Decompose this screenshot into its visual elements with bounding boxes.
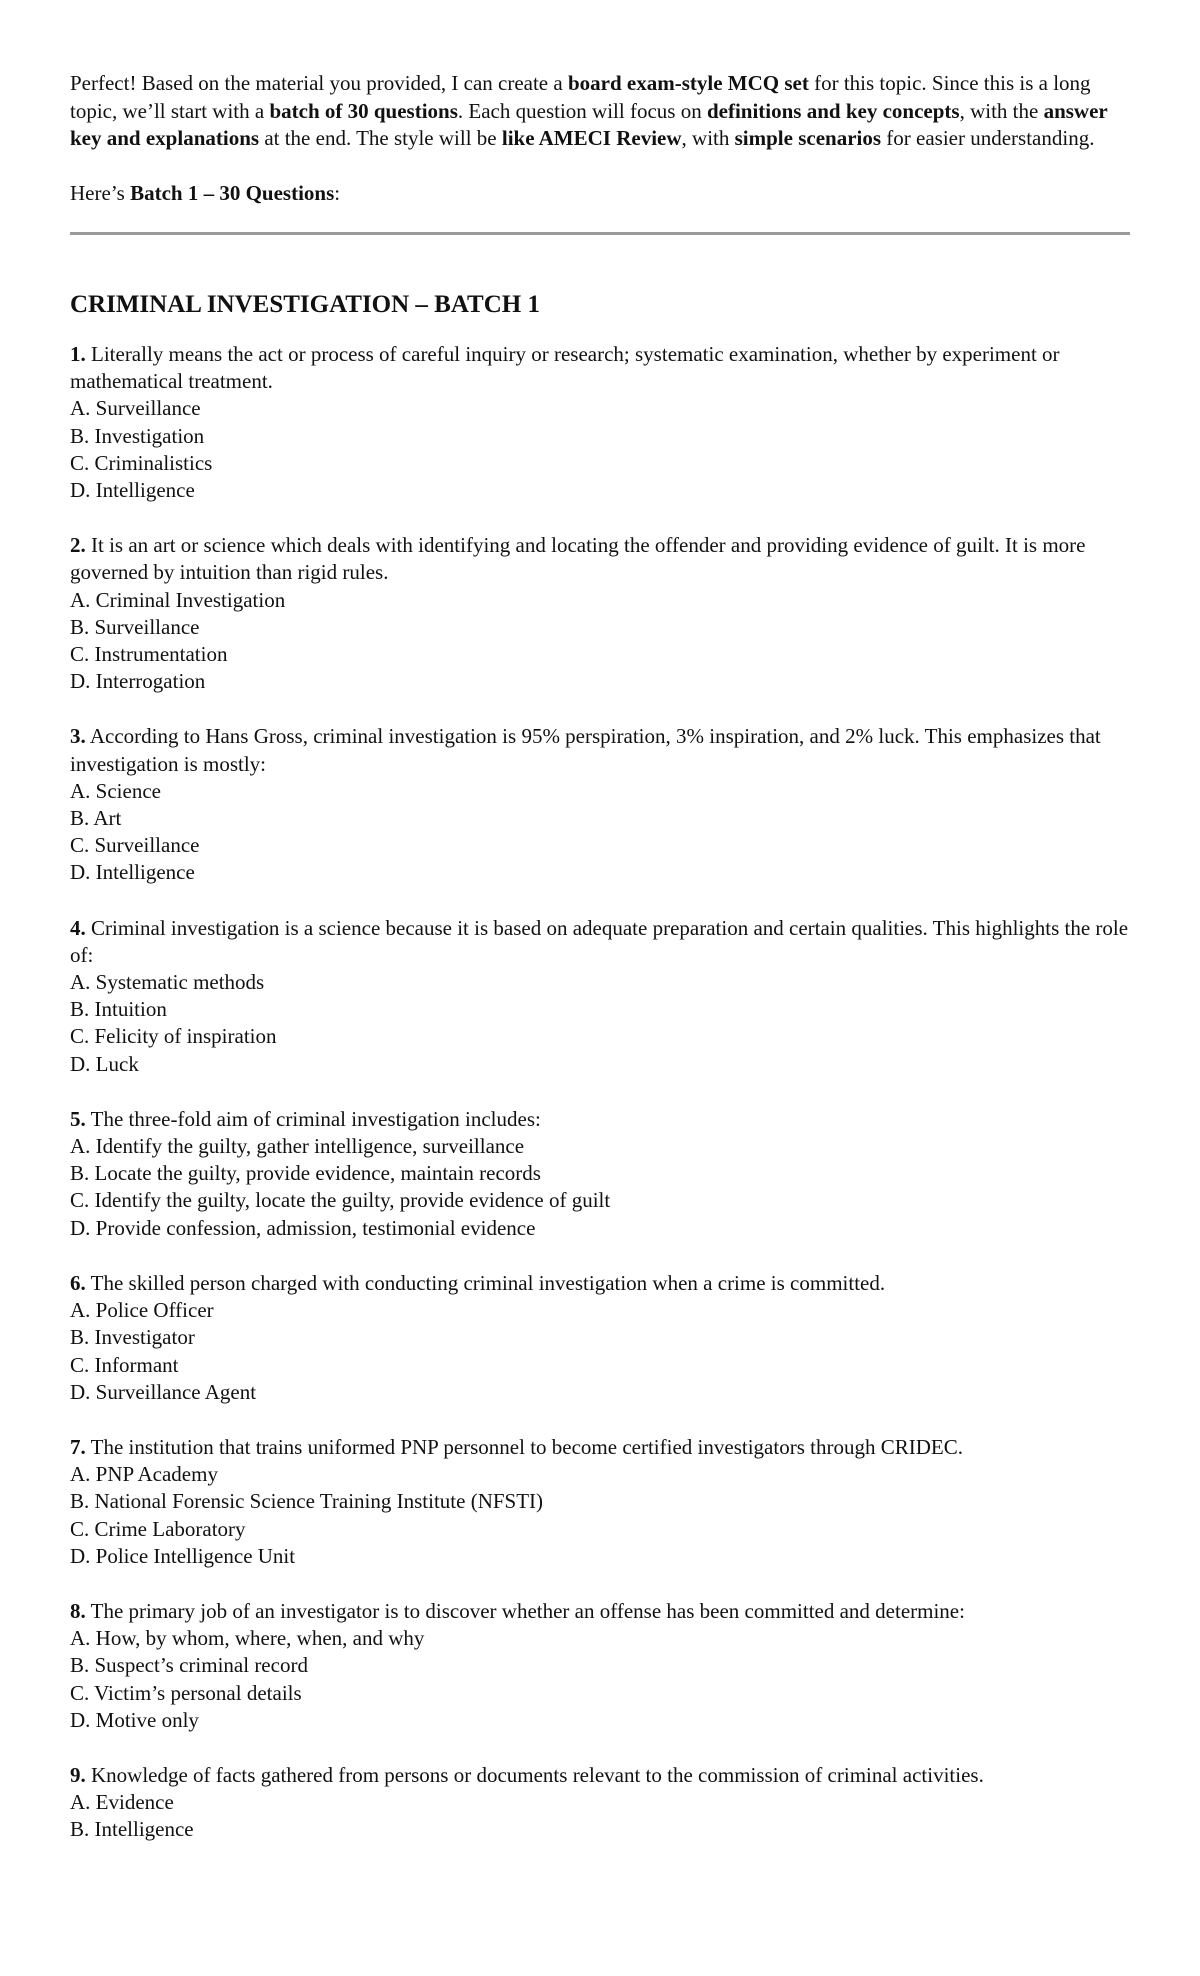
question-text: The skilled person charged with conducting criminal investigation when a crime is committed.	[90, 1270, 886, 1295]
question-item	[70, 1762, 1130, 1844]
question-number: 6.	[70, 1270, 86, 1295]
answer-options	[70, 395, 1130, 504]
answer-option: A. Identify the guilty, gather intelligence, surveillance	[70, 1134, 525, 1159]
question-stem	[70, 341, 1130, 395]
answer-option: C. Instrumentation	[70, 642, 228, 667]
answer-option: D. Interrogation	[70, 669, 206, 694]
question-number: 4.	[70, 915, 86, 940]
batch-intro-suffix: :	[334, 180, 341, 205]
question-stem	[70, 1598, 1130, 1625]
answer-option: C. Identify the guilty, locate the guilty, provide evidence of guilt	[70, 1188, 611, 1213]
batch-intro-prefix: Here’s	[70, 180, 131, 205]
question-text: The primary job of an investigator is to discover whether an offense has been committed and determine:	[90, 1598, 965, 1623]
question-stem	[70, 1762, 1130, 1789]
intro-bold-phrase: board exam-style MCQ set	[567, 71, 809, 95]
intro-bold-phrase: answer key and explanations	[70, 98, 1108, 150]
answer-option: A. How, by whom, where, when, and why	[70, 1626, 425, 1651]
question-text: Criminal investigation is a science because it is based on adequate preparation and certain qualities. This highlights the role of:	[70, 915, 1129, 967]
question-item	[70, 532, 1130, 695]
intro-text: , with the	[959, 98, 1044, 123]
answer-option: D. Provide confession, admission, testimonial evidence	[70, 1215, 536, 1240]
question-number: 9.	[70, 1762, 86, 1787]
answer-option: B. Investigation	[70, 423, 205, 448]
question-number: 2.	[70, 533, 86, 558]
question-number: 1.	[70, 342, 86, 366]
question-item	[70, 723, 1130, 886]
answer-option: D. Luck	[70, 1051, 139, 1076]
answer-option: C. Felicity of inspiration	[70, 1024, 277, 1049]
answer-option: B. Suspect’s criminal record	[70, 1653, 308, 1678]
question-item	[70, 1106, 1130, 1242]
question-number: 7.	[70, 1434, 86, 1459]
intro-bold-phrase: batch of 30 questions	[269, 98, 458, 123]
answer-option: C. Informant	[70, 1352, 179, 1377]
intro-text: for easier understanding.	[881, 126, 1095, 150]
answer-option: A. Systematic methods	[70, 970, 265, 995]
answer-option: D. Motive only	[70, 1707, 199, 1732]
answer-option: A. Police Officer	[70, 1298, 214, 1323]
intro-text: . Each question will focus on	[457, 98, 707, 123]
answer-options	[70, 969, 1130, 1078]
answer-option: B. Intelligence	[70, 1817, 194, 1842]
answer-options	[70, 587, 1130, 696]
question-stem	[70, 915, 1130, 969]
question-stem	[70, 1270, 1130, 1297]
question-stem	[70, 1106, 1130, 1133]
answer-option: D. Surveillance Agent	[70, 1379, 257, 1404]
answer-option: C. Victim’s personal details	[70, 1680, 302, 1705]
answer-option: B. Intuition	[70, 997, 167, 1022]
intro-text: for this topic. Since this is a long topic, we’ll start with a	[70, 71, 1091, 123]
answer-option: A. Science	[70, 778, 161, 803]
question-item	[70, 915, 1130, 1078]
answer-option: C. Criminalistics	[70, 450, 213, 475]
answer-option: A. PNP Academy	[70, 1462, 218, 1487]
answer-options	[70, 1625, 1130, 1734]
answer-option: B. Art	[70, 806, 122, 831]
intro-bold-phrase: simple scenarios	[734, 126, 882, 150]
answer-option: D. Police Intelligence Unit	[70, 1543, 296, 1568]
answer-option: C. Crime Laboratory	[70, 1516, 246, 1541]
question-item	[70, 1434, 1130, 1570]
answer-option: C. Surveillance	[70, 833, 200, 858]
answer-option: A. Surveillance	[70, 396, 201, 421]
question-text: The institution that trains uniformed PNP personnel to become certified investigators through CRIDEC.	[90, 1434, 963, 1459]
answer-option: B. Locate the guilty, provide evidence, maintain records	[70, 1161, 541, 1186]
answer-options	[70, 778, 1130, 887]
question-item	[70, 1598, 1130, 1734]
answer-options	[70, 1297, 1130, 1406]
question-text: It is an art or science which deals with identifying and locating the offender and providing evidence of guilt. It is more governed by intuition than rigid rules.	[70, 533, 1086, 585]
question-item	[70, 1270, 1130, 1406]
question-stem	[70, 723, 1130, 777]
question-number: 5.	[70, 1106, 86, 1131]
answer-options	[70, 1133, 1130, 1242]
question-text: Knowledge of facts gathered from persons or documents relevant to the commission of criminal activities.	[91, 1762, 984, 1787]
batch-intro-line	[70, 180, 1130, 208]
section-title: CRIMINAL INVESTIGATION – BATCH 1	[70, 291, 540, 318]
answer-option: A. Criminal Investigation	[70, 587, 286, 612]
question-text: Literally means the act or process of careful inquiry or research; systematic examination, whether by experiment or mathematical treatment.	[70, 342, 1060, 394]
question-item	[70, 341, 1130, 504]
question-text: The three-fold aim of criminal investigation includes:	[90, 1106, 541, 1131]
answer-option: A. Evidence	[70, 1790, 174, 1815]
answer-option: B. Investigator	[70, 1325, 195, 1350]
intro-text: Perfect! Based on the material you provided, I can create a	[70, 71, 568, 95]
answer-option: B. Surveillance	[70, 614, 200, 639]
question-number: 3.	[70, 724, 86, 749]
batch-intro-bold: Batch 1 – 30 Questions	[130, 180, 335, 205]
question-number: 8.	[70, 1598, 86, 1623]
question-stem	[70, 1434, 1130, 1461]
question-list	[70, 341, 1130, 1844]
intro-bold-phrase: like AMECI Review	[501, 126, 682, 150]
answer-option: B. National Forensic Science Training Institute (NFSTI)	[70, 1489, 544, 1514]
answer-option: D. Intelligence	[70, 478, 195, 503]
question-stem	[70, 532, 1130, 586]
horizontal-divider	[70, 232, 1130, 235]
question-text: According to Hans Gross, criminal investigation is 95% perspiration, 3% inspiration, and 2% luck. This emphasizes that investigation is mostly:	[70, 724, 1101, 776]
answer-option: D. Intelligence	[70, 860, 195, 885]
answer-options	[70, 1789, 1130, 1843]
intro-bold-phrase: definitions and key concepts	[706, 98, 960, 123]
intro-paragraph	[70, 70, 1130, 153]
intro-text: at the end. The style will be	[259, 126, 502, 150]
answer-options	[70, 1461, 1130, 1570]
intro-text: , with	[681, 126, 735, 150]
